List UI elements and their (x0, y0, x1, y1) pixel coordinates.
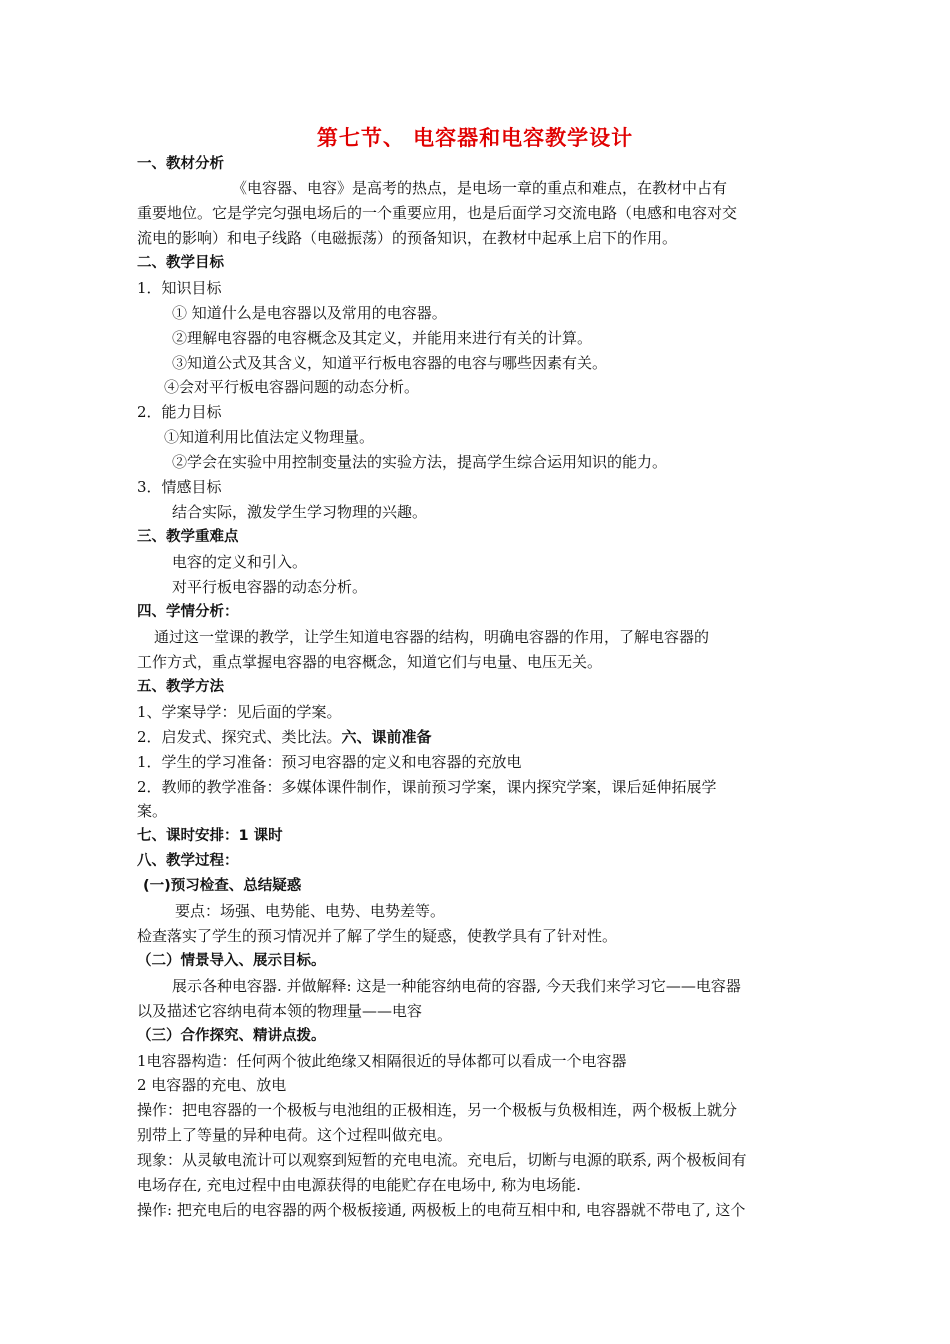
paragraph-line: 电容的定义和引入。 (172, 553, 308, 571)
list-item: 1、学案导学：见后面的学案。 (137, 703, 342, 721)
paragraph-line: 重要地位。它是学完匀强电场后的一个重要应用，也是后面学习交流电路（电感和电容对交 (137, 204, 738, 222)
list-item: ④会对平行板电容器问题的动态分析。 (164, 378, 420, 396)
paragraph-line: 以及描述它容纳电荷本领的物理量——电容 (137, 1002, 423, 1020)
subsection-heading: (一)预习检查、总结疑惑 (143, 878, 302, 894)
paragraph-line: 对平行板电容器的动态分析。 (172, 578, 368, 596)
paragraph-line: 要点：场强、电势能、电势、电势差等。 (175, 902, 446, 920)
list-item: ①知道利用比值法定义物理量。 (164, 428, 375, 446)
section-heading-preparation: 六、课前准备 (341, 728, 432, 746)
paragraph-line: 工作方式，重点掌握电容器的电容概念，知道它们与电量、电压无关。 (137, 653, 603, 671)
paragraph-line: 操作：把电容器的一个极板与电池组的正极相连，另一个极板与负极相连，两个极板上就分 (137, 1101, 738, 1119)
section-heading-teaching-methods: 五、教学方法 (137, 679, 224, 695)
subsection-heading: （三）合作探究、精讲点拨。 (137, 1028, 326, 1044)
list-item: ③知道公式及其含义，知道平行板电容器的电容与哪些因素有关。 (172, 354, 608, 372)
subheading: 2．能力目标 (137, 403, 222, 421)
list-item-continuation: 案。 (137, 802, 168, 820)
list-item (137, 728, 432, 746)
list-item-text: 2．启发式、探究式、类比法。 (137, 728, 342, 746)
list-item: ① 知道什么是电容器以及常用的电容器。 (172, 304, 447, 322)
paragraph-line: 别带上了等量的异种电荷。这个过程叫做充电。 (137, 1126, 453, 1144)
list-item: ②学会在实验中用控制变量法的实验方法，提高学生综合运用知识的能力。 (172, 453, 668, 471)
paragraph-line: 展示各种电容器. 并做解释: 这是一种能容纳电荷的容器, 今天我们来学习它——电容器 (172, 977, 741, 995)
paragraph-line: 流电的影响）和电子线路（电磁振荡）的预备知识，在教材中起承上启下的作用。 (137, 229, 678, 247)
paragraph-line: 通过这一堂课的教学，让学生知道电容器的结构，明确电容器的作用，了解电容器的 (154, 628, 710, 646)
section-heading-textbook-analysis: 一、教材分析 (137, 156, 224, 172)
section-heading-process: 八、教学过程： (137, 853, 239, 869)
paragraph-line: 2 电容器的充电、放电 (137, 1076, 287, 1094)
paragraph-line: 1电容器构造：任何两个彼此绝缘又相隔很近的导体都可以看成一个电容器 (137, 1052, 627, 1070)
list-item: 1．学生的学习准备：预习电容器的定义和电容器的充放电 (137, 753, 522, 771)
paragraph-line: 电场存在, 充电过程中由电源获得的电能贮存在电场中, 称为电场能. (137, 1176, 581, 1194)
subheading: 1．知识目标 (137, 279, 222, 297)
section-heading-key-points: 三、教学重难点 (137, 529, 239, 545)
section-heading-teaching-goals: 二、教学目标 (137, 255, 224, 271)
document-title: 第七节、 电容器和电容教学设计 (316, 126, 634, 150)
list-item: 2．教师的教学准备：多媒体课件制作，课前预习学案，课内探究学案，课后延伸拓展学 (137, 778, 717, 796)
subheading: 3．情感目标 (137, 478, 222, 496)
subsection-heading: （二）情景导入、展示目标。 (137, 953, 326, 969)
paragraph-line: 《电容器、电容》是高考的热点，是电场一章的重点和难点，在教材中占有 (232, 179, 728, 197)
section-heading-learner-analysis: 四、学情分析： (137, 604, 239, 620)
paragraph-line: 结合实际，激发学生学习物理的兴趣。 (172, 503, 428, 521)
paragraph-line: 现象：从灵敏电流计可以观察到短暂的充电电流。充电后，切断与电源的联系, 两个极板间有 (137, 1151, 747, 1169)
paragraph-line: 操作: 把充电后的电容器的两个极板接通, 两极板上的电荷互相中和, 电容器就不带电了, 这个 (137, 1201, 746, 1219)
list-item: ②理解电容器的电容概念及其定义，并能用来进行有关的计算。 (172, 329, 593, 347)
section-heading-schedule: 七、课时安排：1 课时 (137, 828, 283, 844)
paragraph-line: 检查落实了学生的预习情况并了解了学生的疑惑，使教学具有了针对性。 (137, 927, 618, 945)
